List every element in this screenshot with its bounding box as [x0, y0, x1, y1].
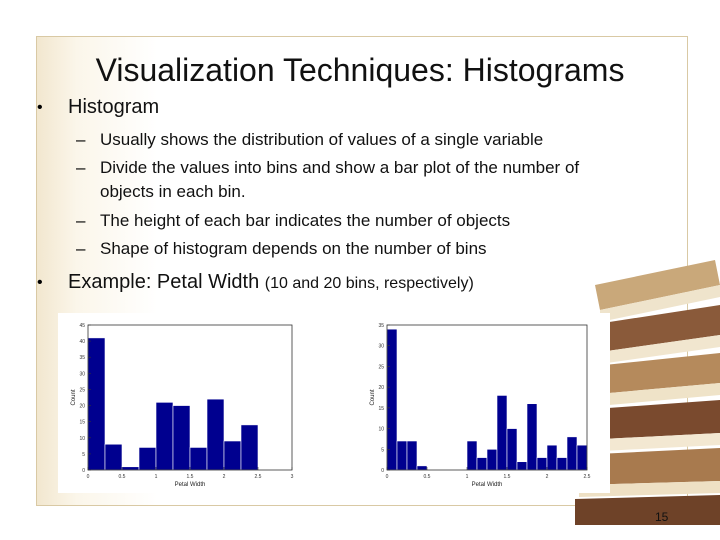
y-tick-label: 35 — [378, 323, 384, 329]
y-axis-label: Count — [370, 389, 376, 406]
dash-icon: – — [76, 158, 86, 177]
x-tick-label: 1 — [154, 474, 158, 480]
x-tick-label: 1.5 — [186, 474, 194, 480]
histogram-bar — [397, 441, 407, 470]
histogram-bar — [224, 441, 241, 470]
x-tick-label: 1 — [465, 474, 469, 480]
sub-bullet-2: Divide the values into bins and show a bar plot of the number of — [100, 158, 580, 177]
histogram-bar — [547, 445, 557, 470]
histogram-bar — [467, 441, 477, 470]
histogram-bar — [537, 458, 547, 470]
x-tick-label: 0.5 — [423, 474, 431, 480]
y-tick-label: 5 — [381, 447, 384, 454]
slide-title: Visualization Techniques: Histograms — [95, 52, 625, 88]
histogram-bar — [517, 462, 527, 470]
histogram-bar — [527, 404, 537, 470]
histogram-bar — [88, 338, 105, 470]
x-tick-label: 1.5 — [503, 474, 511, 480]
y-axis-label: Count — [71, 389, 77, 406]
dash-icon: – — [76, 211, 86, 230]
histogram-20-bins-svg — [358, 313, 610, 493]
x-tick-label: 3 — [290, 474, 294, 480]
x-tick-label: 0 — [385, 474, 389, 480]
sub-bullet-4: Shape of histogram depends on the number of bins — [100, 239, 487, 258]
histogram-bar — [122, 467, 139, 470]
histogram-bar — [207, 399, 224, 470]
histogram-bar — [577, 445, 587, 470]
y-tick-label: 40 — [79, 339, 85, 346]
histogram-bar — [105, 444, 122, 470]
sub-bullet-2-cont: objects in each bin. — [100, 182, 246, 201]
histogram-10-bins-svg — [58, 313, 298, 493]
x-tick-label: 2 — [545, 474, 549, 480]
x-tick-label: 2.5 — [583, 474, 591, 480]
histogram-10-bins — [58, 313, 298, 493]
dash-icon: – — [76, 239, 86, 258]
y-tick-label: 45 — [79, 323, 85, 329]
histogram-bar — [567, 437, 577, 470]
bullet-histogram: Histogram — [68, 96, 160, 118]
histogram-bar — [507, 429, 517, 470]
y-tick-label: 5 — [82, 451, 85, 458]
page-number: 15 — [655, 510, 669, 524]
histogram-bar — [487, 449, 497, 470]
histogram-bar — [407, 441, 417, 470]
y-tick-label: 10 — [79, 435, 85, 442]
dash-icon: – — [76, 130, 86, 149]
y-tick-label: 0 — [82, 468, 85, 474]
x-axis-label: Petal Width — [174, 482, 206, 488]
x-tick-label: 0 — [86, 474, 90, 480]
sub-bullet-3: The height of each bar indicates the number of objects — [100, 211, 511, 230]
x-axis-label: Petal Width — [471, 482, 503, 488]
example-label: Example: Petal Width — [68, 271, 260, 293]
y-tick-label: 30 — [79, 371, 85, 378]
y-tick-label: 20 — [79, 403, 85, 410]
example-note: (10 and 20 bins, respectively) — [264, 275, 474, 292]
y-tick-label: 25 — [79, 387, 85, 394]
y-tick-label: 10 — [378, 426, 384, 433]
histogram-bar — [497, 395, 507, 470]
histogram-bar — [417, 466, 427, 470]
y-tick-label: 15 — [79, 419, 85, 426]
x-tick-label: 2 — [222, 474, 226, 480]
bullet-dot-icon: • — [37, 99, 43, 116]
histogram-bar — [190, 447, 207, 470]
histogram-bar — [139, 447, 156, 470]
y-tick-label: 25 — [378, 364, 384, 371]
y-tick-label: 35 — [79, 355, 85, 362]
bullet-dot-icon: • — [37, 274, 43, 291]
sub-bullet-1: Usually shows the distribution of values of a single variable — [100, 130, 544, 149]
histogram-bar — [387, 329, 397, 470]
histogram-bar — [477, 458, 487, 470]
y-tick-label: 20 — [378, 385, 384, 392]
y-tick-label: 15 — [378, 405, 384, 412]
histogram-20-bins — [358, 313, 610, 493]
bullet-example — [68, 271, 474, 294]
y-tick-label: 30 — [378, 343, 384, 350]
x-tick-label: 2.5 — [254, 474, 262, 480]
y-tick-label: 0 — [381, 468, 384, 474]
x-tick-label: 0.5 — [118, 474, 126, 480]
histogram-bar — [557, 458, 567, 470]
histogram-bar — [173, 406, 190, 470]
histogram-bar — [241, 425, 258, 470]
histogram-bar — [156, 402, 173, 470]
